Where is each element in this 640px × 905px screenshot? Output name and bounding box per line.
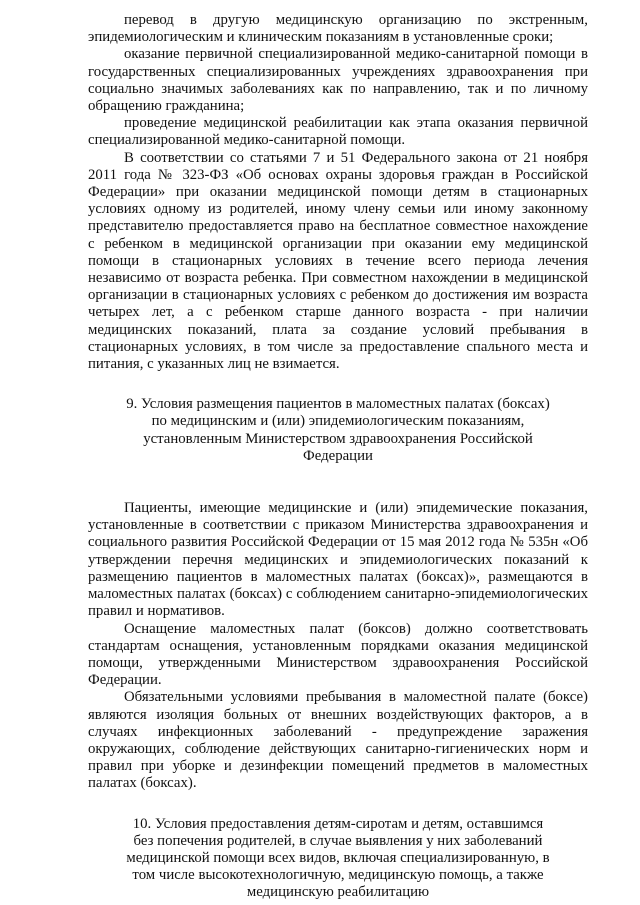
- section-9-paragraph-equipment: Оснащение маломестных палат (боксов) должно соответствовать стандартам оснащения, установленным порядками оказания медицинской помощи, утвержденными Министерством здравоохранения Российской Федерации.: [88, 620, 588, 689]
- paragraph-transfer: перевод в другую медицинскую организацию по экстренным, эпидемиологическим и клиническим показаниям в установленные сроки;: [88, 12, 588, 46]
- paragraph-parent-stay: В соответствии со статьями 7 и 51 Федерального закона от 21 ноября 2011 года № 323-ФЗ «Об основах охраны здоровья граждан в Российской Федерации» при оказании медицинской помощи детям в стационарных условиях одному из родителей, иному члену семьи или иному законному представителю предоставляется право на бесплатное совместное нахождение с ребенком в медицинской организации при оказании ему медицинской помощи в стационарных условиях в течение всего периода лечения независимо от возраста ребенка. При совместном нахождении в медицинской организации в стационарных условиях с ребенком до достижения им возраста четырех лет, а с ребенком старше данного возраста - при наличии медицинских показаний, плата за создание условий пребывания в стационарных условиях, в том числе за предоставление спального места и питания, с указанных лиц не взимается.: [88, 149, 588, 373]
- section-9-heading: 9. Условия размещения пациентов в маломестных палатах (боксах) по медицинским и (или) эпидемиологическим показаниям, установленным Министерством здравоохранения Российской Федерации: [126, 396, 550, 464]
- paragraph-primary-care: оказание первичной специализированной медико-санитарной помощи в государственных специализированных учреждениях здравоохранения при социально значимых заболеваниях как по направлению, так и по личному обращению гражданина;: [88, 46, 588, 115]
- section-9-paragraph-patients: Пациенты, имеющие медицинские и (или) эпидемические показания, установленные в соответствии с приказом Министерства здравоохранения и социального развития Российской Федерации от 15 мая 2012 года № 535н «Об утверждении перечня медицинских и эпидемиологических показаний к размещению пациентов в маломестных палатах (боксах)», размещаются в маломестных палатах (боксах) с соблюдением санитарно-эпидемиологических правил и нормативов.: [88, 500, 588, 620]
- section-10-heading: 10. Условия предоставления детям-сиротам и детям, оставшимся без попечения родителей, в случае выявления у них заболеваний медицинской помощи всех видов, включая специализированную, в том числе высокотехнологичную, медицинскую помощь, а также медицинскую реабилитацию: [126, 815, 550, 901]
- paragraph-rehabilitation: проведение медицинской реабилитации как этапа оказания первичной специализированной медико-санитарной помощи.: [88, 115, 588, 149]
- section-9-paragraph-conditions: Обязательными условиями пребывания в маломестной палате (боксе) являются изоляция больных от внешних воздействующих факторов, а в случаях инфекционных заболеваний - предупреждение заражения окружающих, соблюдение действующих санитарно-гигиенических норм и правил при уборке и дезинфекции помещений предметов в маломестных палатах (боксах).: [88, 689, 588, 792]
